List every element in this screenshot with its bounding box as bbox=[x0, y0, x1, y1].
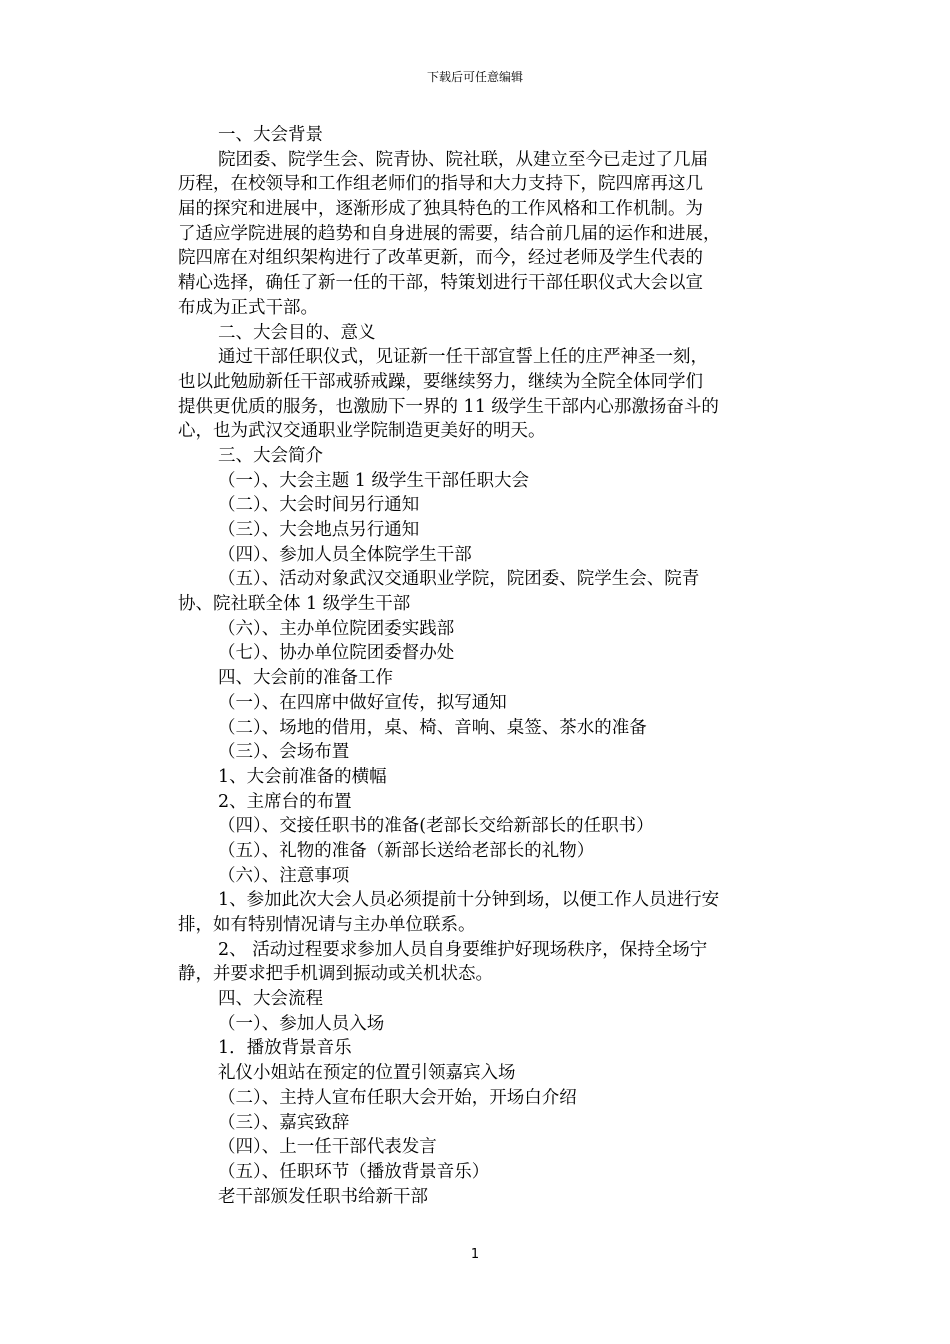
document-line: （五）、任职环节（播放背景音乐） bbox=[218, 1161, 490, 1182]
document-line: （三）、会场布置 bbox=[218, 742, 350, 763]
document-line: （一）、大会主题 1 级学生干部任职大会 bbox=[218, 470, 530, 491]
document-line: （二）、主持人宣布任职大会开始，开场白介绍 bbox=[218, 1087, 577, 1108]
document-line: 礼仪小姐站在预定的位置引领嘉宾入场 bbox=[218, 1063, 516, 1084]
document-line: （六）、注意事项 bbox=[218, 865, 350, 886]
document-line: （六）、主办单位院团委实践部 bbox=[218, 618, 455, 639]
document-line: 1．播放背景音乐 bbox=[218, 1038, 352, 1059]
document-line: 提供更优质的服务，也激励下一界的 11 级学生干部内心那激扬奋斗的 bbox=[178, 396, 719, 417]
document-line: 2、主席台的布置 bbox=[218, 791, 352, 812]
document-line: （一）、参加人员入场 bbox=[218, 1013, 385, 1034]
document-line: （三）、大会地点另行通知 bbox=[218, 520, 420, 540]
document-line: （五）、礼物的准备（新部长送给老部长的礼物） bbox=[218, 840, 595, 861]
document-line: 也以此勉励新任干部戒骄戒躁，要继续努力，继续为全院全体同学们 bbox=[178, 371, 703, 392]
document-line: （三）、嘉宾致辞 bbox=[218, 1112, 350, 1133]
document-body bbox=[178, 123, 772, 1209]
document-line: 静，并要求把手机调到振动或关机状态。 bbox=[178, 964, 493, 985]
document-line: 三、大会简介 bbox=[218, 445, 323, 466]
document-line: 了适应学院进展的趋势和自身进展的需要，结合前几届的运作和进展， bbox=[178, 223, 721, 244]
document-line: 院四席在对组织架构进行了改革更新，而今，经过老师及学生代表的 bbox=[178, 248, 703, 269]
document-line: 2、 活动过程要求参加人员自身要维护好现场秩序，保持全场宁 bbox=[218, 939, 708, 960]
document-line: 1、参加此次大会人员必须提前十分钟到场，以便工作人员进行安 bbox=[218, 890, 720, 911]
page-header: 下载后可任意编辑 bbox=[426, 70, 523, 84]
document-line: （四）、上一任干部代表发言 bbox=[218, 1137, 437, 1158]
document-line: （二）、场地的借用，桌、椅、音响、桌签、茶水的准备 bbox=[218, 717, 647, 738]
document-line: （七）、协办单位院团委督办处 bbox=[218, 643, 455, 664]
document-line: 排，如有特别情况请与主办单位联系。 bbox=[178, 915, 476, 935]
page-number: 1 bbox=[470, 1247, 480, 1262]
document-line: 院团委、院学生会、院青协、院社联，从建立至今已走过了几届 bbox=[218, 149, 708, 170]
document-line: 心，也为武汉交通职业学院制造更美好的明天。 bbox=[178, 421, 546, 442]
document-line: 四、大会前的准备工作 bbox=[218, 668, 393, 689]
document-line: 届的探究和进展中，逐渐形成了独具特色的工作风格和工作机制。为 bbox=[178, 199, 703, 220]
document-line: 协、院社联全体 1 级学生干部 bbox=[178, 594, 411, 615]
document-line: 布成为正式干部。 bbox=[178, 297, 318, 318]
document-line: 一、大会背景 bbox=[218, 125, 323, 145]
document-line: 老干部颁发任职书给新干部 bbox=[218, 1186, 428, 1207]
document-line: 1、大会前准备的横幅 bbox=[218, 766, 387, 787]
document-line: （四）、参加人员全体院学生干部 bbox=[218, 544, 472, 565]
document-line: 精心选择，确任了新一任的干部，特策划进行干部任职仪式大会以宣 bbox=[178, 273, 703, 294]
document-line: 历程，在校领导和工作组老师们的指导和大力支持下，院四席再这几 bbox=[178, 174, 703, 195]
document-line: 通过干部任职仪式，见证新一任干部宣誓上任的庄严神圣一刻， bbox=[218, 347, 708, 368]
document-line: （四）、交接任职书的准备(老部长交给新部长的任职书） bbox=[218, 816, 654, 837]
document-line: 二、大会目的、意义 bbox=[218, 322, 376, 343]
document-line: （五）、活动对象武汉交通职业学院，院团委、院学生会、院青 bbox=[218, 569, 700, 590]
document-line: （二）、大会时间另行通知 bbox=[218, 495, 420, 516]
document-line: 四、大会流程 bbox=[218, 989, 323, 1010]
document-line: （一）、在四席中做好宣传，拟写通知 bbox=[218, 692, 507, 713]
